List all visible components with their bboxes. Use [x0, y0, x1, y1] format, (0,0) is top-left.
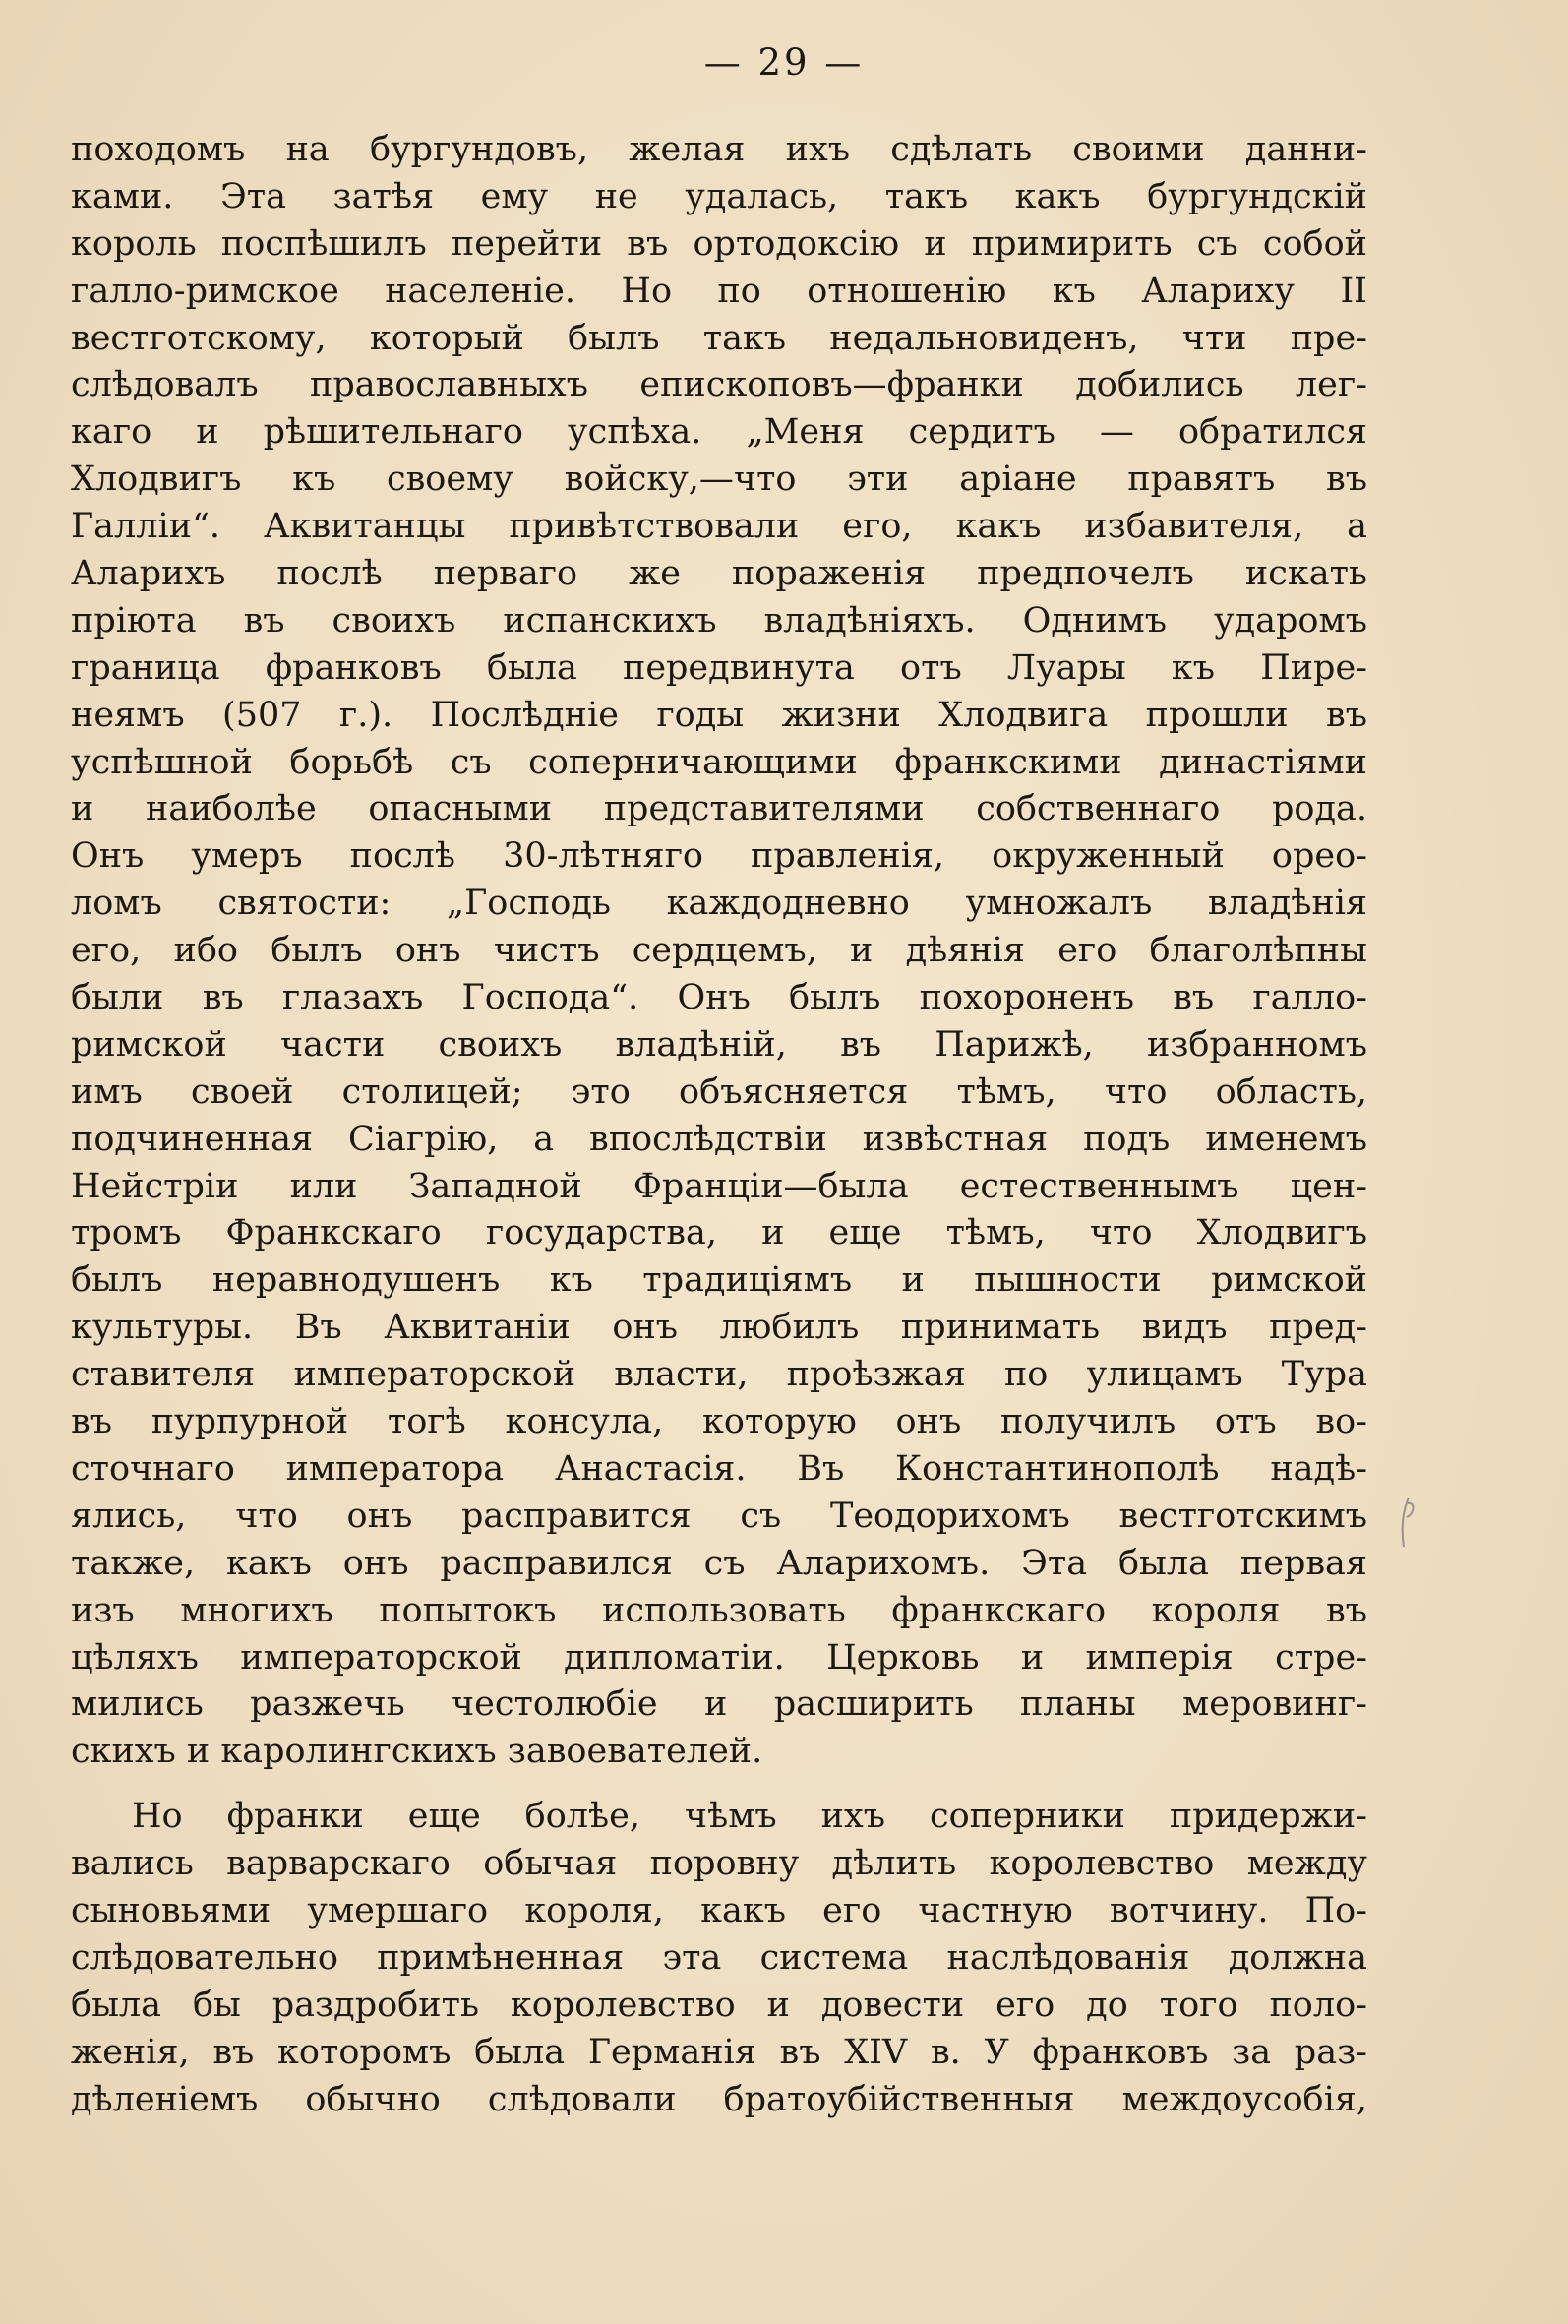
text-line: женія, въ которомъ была Германія въ XIV в. У франковъ за раз- — [71, 2032, 1367, 2072]
text-line: Но франки еще болѣе, чѣмъ ихъ соперники придержи- — [132, 1797, 1367, 1837]
text-line: и наиболѣе опасными представителями собственнаго рода. — [71, 789, 1367, 829]
text-line: были въ глазахъ Господа“. Онъ былъ похороненъ въ галло- — [71, 978, 1367, 1018]
text-line: имъ своей столицей; это объясняется тѣмъ, что область, — [71, 1071, 1367, 1112]
text-line: ставителя императорской власти, проѣзжая по улицамъ Тура — [71, 1355, 1367, 1395]
text-line: римской части своихъ владѣній, въ Парижѣ, избранномъ — [71, 1024, 1367, 1065]
text-line: культуры. Въ Аквитаніи онъ любилъ принимать видъ пред- — [71, 1308, 1367, 1348]
text-line: слѣдовательно примѣненная эта система наслѣдованія должна — [71, 1937, 1367, 1978]
text-line: дѣленіемъ обычно слѣдовали братоубійственныя междоусобія, — [71, 2079, 1367, 2119]
text-line: походомъ на бургундовъ, желая ихъ сдѣлать своими данни- — [71, 130, 1367, 169]
text-line: подчиненная Сіагрію, а впослѣдствіи извѣстная подъ именемъ — [71, 1119, 1367, 1159]
page-number: — 29 — — [703, 41, 865, 84]
text-line: ками. Эта затѣя ему не удалась, такъ какъ бургундскій — [71, 176, 1367, 216]
paragraph-2 — [71, 1794, 1367, 2123]
text-line: скихъ и каролингскихъ завоевателей. — [71, 1732, 763, 1772]
text-line: изъ многихъ попытокъ использовать франкскаго короля въ — [71, 1590, 1367, 1630]
text-line: успѣшной борьбѣ съ соперничающими франкскими династіями — [71, 742, 1367, 782]
text-line: была бы раздробить королевство и довести его до того поло- — [71, 1985, 1367, 2025]
text-line: вестготскому, который былъ такъ недальновиденъ, чти пре- — [71, 318, 1367, 358]
text-line: Галліи“. Аквитанцы привѣтствовали его, какъ избавителя, а — [71, 507, 1367, 547]
text-line: король поспѣшилъ перейти въ ортодоксію и примирить съ собой — [71, 223, 1367, 264]
text-line: ломъ святости: „Господь каждодневно умножалъ владѣнія — [71, 884, 1367, 924]
body-text — [71, 127, 1367, 2123]
text-line: сточнаго императора Анастасія. Въ Константинополѣ надѣ- — [71, 1448, 1367, 1489]
text-line: въ пурпурной тогѣ консула, которую онъ получилъ отъ во- — [71, 1402, 1367, 1442]
text-line: сыновьями умершаго короля, какъ его частную вотчину. По- — [71, 1890, 1367, 1930]
text-line: его, ибо былъ онъ чистъ сердцемъ, и дѣянія его благолѣпны — [71, 931, 1367, 971]
text-line: Хлодвигъ къ своему войску,—что эти аріане правятъ въ — [71, 459, 1367, 500]
text-line: цѣляхъ императорской дипломатіи. Церковь и имперія стре- — [71, 1637, 1367, 1678]
text-line: Онъ умеръ послѣ 30-лѣтняго правленія, окруженный орео- — [71, 836, 1367, 877]
text-line: граница франковъ была передвинута отъ Луары къ Пире- — [71, 647, 1367, 688]
pencil-margin-mark — [1395, 1494, 1418, 1551]
text-line: тромъ Франкскаго государства, и еще тѣмъ, что Хлодвигъ — [71, 1213, 1367, 1254]
text-line: галло-римское населеніе. Но по отношенію къ Алариху II — [71, 271, 1367, 311]
text-line: былъ неравнодушенъ къ традиціямъ и пышности римской — [71, 1260, 1367, 1301]
paragraph-gap — [71, 1776, 1367, 1794]
text-line: вались варварскаго обычая поровну дѣлить королевство между — [71, 1844, 1367, 1884]
paragraph-1 — [71, 127, 1367, 1776]
text-line: Аларихъ послѣ перваго же пораженія предпочелъ искать — [71, 554, 1367, 594]
text-line: мились разжечь честолюбіе и расширить планы меровинг- — [71, 1684, 1367, 1725]
text-line: Нейстріи или Западной Франціи—была естественнымъ цен- — [71, 1166, 1367, 1206]
text-line: ялись, что онъ расправится съ Теодорихомъ вестготскимъ — [71, 1496, 1367, 1536]
text-line: неямъ (507 г.). Послѣдніе годы жизни Хлодвига прошли въ — [71, 695, 1367, 735]
text-line: пріюта въ своихъ испанскихъ владѣніяхъ. Однимъ ударомъ — [71, 600, 1367, 641]
text-line: также, какъ онъ расправился съ Аларихомъ. Эта была первая — [71, 1543, 1367, 1583]
text-line: слѣдовалъ православныхъ епископовъ—франки добились лег- — [71, 365, 1367, 405]
text-line: каго и рѣшительнаго успѣха. „Меня сердитъ — обратился — [71, 412, 1367, 453]
